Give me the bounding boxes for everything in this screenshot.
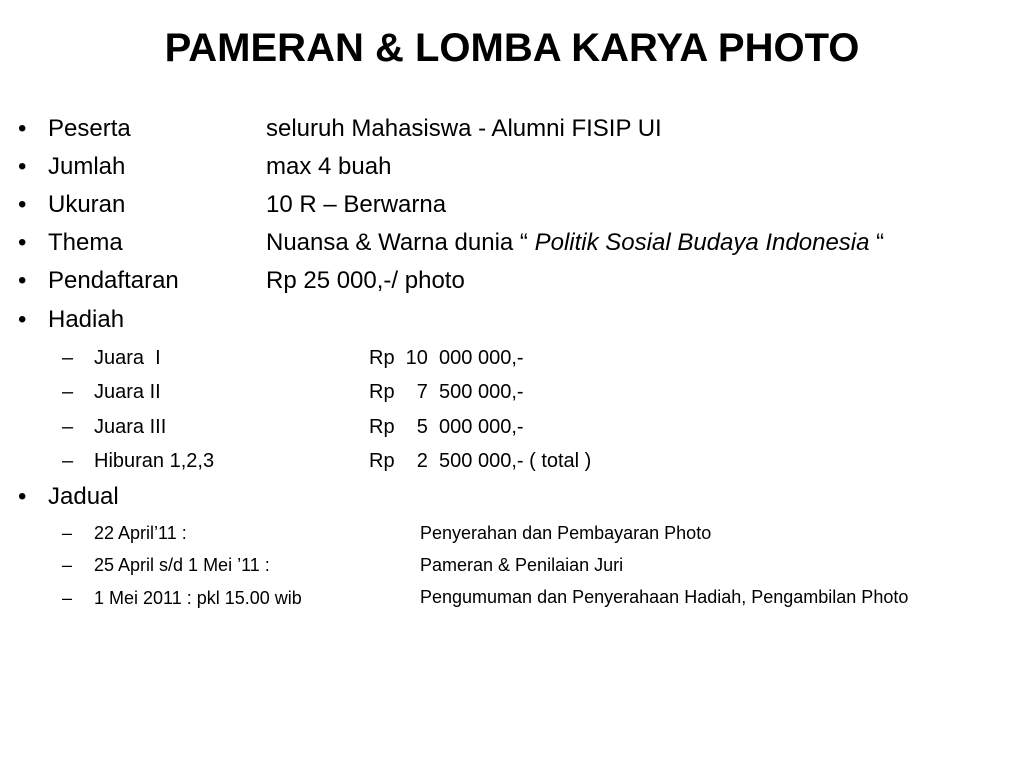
hadiah-label: Juara II xyxy=(94,381,161,403)
dash: – xyxy=(62,381,74,403)
hadiah-value: Rp 10 000 000,- xyxy=(369,347,524,369)
bullet: • xyxy=(18,229,27,256)
dash: – xyxy=(62,416,74,438)
jadual-value: Pameran & Penilaian Juri xyxy=(420,555,624,575)
item-label: Hadiah xyxy=(48,306,125,333)
item-value: max 4 buah xyxy=(266,153,392,180)
item-value: 10 R – Berwarna xyxy=(266,191,447,218)
item-label: Ukuran xyxy=(48,191,126,218)
thema-prefix: Nuansa & Warna dunia “ xyxy=(266,229,528,256)
bullet: • xyxy=(18,267,27,294)
hadiah-value: Rp 5 000 000,- xyxy=(369,416,524,438)
item-label: Jumlah xyxy=(48,153,126,180)
dash: – xyxy=(62,450,74,472)
dash: – xyxy=(62,555,73,575)
jadual-value: Pengumuman dan Penyerahaan Hadiah, Pengambilan Photo xyxy=(420,587,909,607)
hadiah-label: Hiburan 1,2,3 xyxy=(94,450,215,472)
bullet: • xyxy=(18,306,27,333)
jadual-label: 1 Mei 2011 : pkl 15.00 wib xyxy=(94,588,302,608)
slide-title: PAMERAN & LOMBA KARYA PHOTO xyxy=(164,26,860,70)
item-label: Peserta xyxy=(48,115,131,142)
dash: – xyxy=(62,523,73,543)
hadiah-label: Juara I xyxy=(94,347,161,369)
dash: – xyxy=(62,588,73,608)
hadiah-value: Rp 7 500 000,- xyxy=(369,381,524,403)
jadual-label: 22 April’11 : xyxy=(94,523,187,543)
bullet: • xyxy=(18,153,27,180)
item-label: Thema xyxy=(48,229,123,256)
bullet: • xyxy=(18,191,27,218)
item-value xyxy=(266,228,884,258)
item-label: Pendaftaran xyxy=(48,267,179,294)
bullet: • xyxy=(18,483,27,510)
thema-suffix: “ xyxy=(876,229,885,256)
item-label: Jadual xyxy=(48,483,119,510)
item-value: seluruh Mahasiswa - Alumni FISIP UI xyxy=(266,115,662,142)
hadiah-label: Juara III xyxy=(94,416,167,438)
jadual-label: 25 April s/d 1 Mei ’11 : xyxy=(94,555,270,575)
jadual-value: Penyerahan dan Pembayaran Photo xyxy=(420,523,712,543)
thema-italic: Politik Sosial Budaya Indonesia xyxy=(534,229,870,256)
bullet: • xyxy=(18,115,27,142)
item-value: Rp 25 000,-/ photo xyxy=(266,267,465,294)
hadiah-value: Rp 2 500 000,- ( total ) xyxy=(369,450,592,472)
dash: – xyxy=(62,347,74,369)
